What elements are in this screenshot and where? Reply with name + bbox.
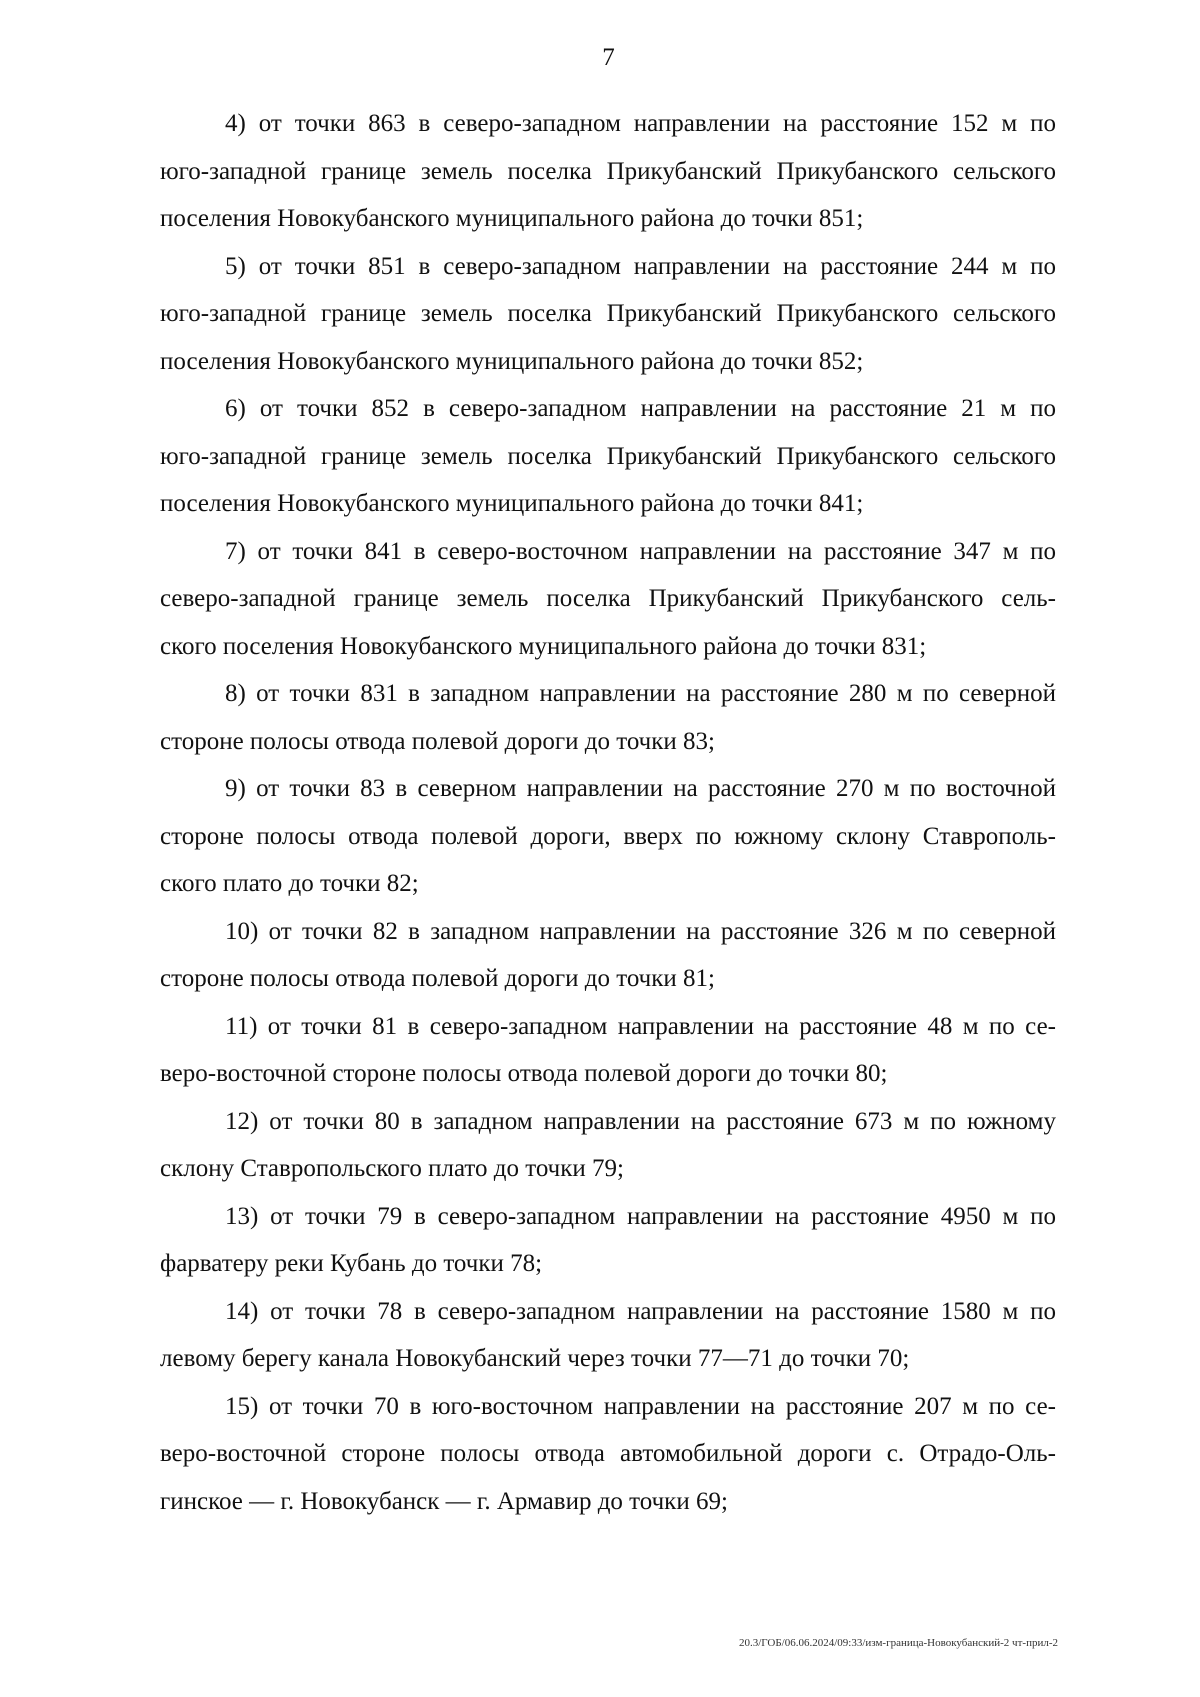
paragraph-line: 14) от точки 78 в северо-западном направлении на расстояние 1580 м по (225, 1297, 1056, 1325)
paragraph (160, 908, 1056, 1003)
paragraph (160, 243, 1056, 386)
paragraph-line: юго-западной границе земель поселка Прикубанский Прикубанского сельского (160, 442, 1056, 470)
paragraph (160, 528, 1056, 671)
paragraph-line: веро-восточной стороне полосы отвода полевой дороги до точки 80; (160, 1060, 888, 1087)
paragraph-line: 15) от точки 70 в юго-восточном направлении на расстояние 207 м по се- (225, 1392, 1056, 1420)
paragraph-line: склону Ставропольского плато до точки 79; (160, 1155, 624, 1182)
paragraph-line: 7) от точки 841 в северо-восточном направлении на расстояние 347 м по (225, 537, 1056, 565)
paragraph (160, 670, 1056, 765)
paragraph (160, 100, 1056, 243)
paragraph-line: фарватеру реки Кубань до точки 78; (160, 1250, 543, 1277)
paragraph (160, 765, 1056, 908)
paragraph-line: 12) от точки 80 в западном направлении на расстояние 673 м по южному (225, 1107, 1056, 1135)
paragraph-line: северо-западной границе земель поселка Прикубанский Прикубанского сель- (160, 585, 1056, 612)
paragraph-line: юго-западной границе земель поселка Прикубанский Прикубанского сельского (160, 157, 1056, 185)
paragraph-line: веро-восточной стороне полосы отвода автомобильной дороги с. Отрадо-Оль- (160, 1440, 1056, 1467)
document-footer-code: 20.3/ГОБ/06.06.2024/09:33/изм-граница-Новокубанский-2 чт-прил-2 (739, 1637, 1058, 1649)
paragraph-line: поселения Новокубанского муниципального района до точки 852; (160, 347, 864, 375)
paragraph-line: гинское — г. Новокубанск — г. Армавир до точки 69; (160, 1487, 728, 1515)
paragraph (160, 1098, 1056, 1193)
paragraph-line: поселения Новокубанского муниципального района до точки 851; (160, 205, 864, 232)
paragraph-line: 6) от точки 852 в северо-западном направлении на расстояние 21 м по (225, 395, 1056, 422)
paragraph-line: 4) от точки 863 в северо-западном направлении на расстояние 152 м по (225, 110, 1056, 137)
paragraph (160, 1288, 1056, 1383)
paragraph-line: 13) от точки 79 в северо-западном направлении на расстояние 4950 м по (225, 1202, 1056, 1230)
paragraph (160, 1003, 1056, 1098)
paragraph-line: стороне полосы отвода полевой дороги до точки 83; (160, 727, 715, 755)
document-body (160, 100, 1056, 1525)
page-number: 7 (602, 44, 615, 71)
paragraph (160, 1383, 1056, 1526)
paragraph-line: стороне полосы отвода полевой дороги до точки 81; (160, 965, 715, 992)
paragraph-line: 11) от точки 81 в северо-западном направлении на расстояние 48 м по се- (225, 1012, 1056, 1040)
paragraph-line: поселения Новокубанского муниципального района до точки 841; (160, 490, 864, 517)
paragraph-line: ского поселения Новокубанского муниципального района до точки 831; (160, 632, 927, 660)
paragraph (160, 385, 1056, 528)
paragraph-line: ского плато до точки 82; (160, 870, 419, 897)
paragraph-line: стороне полосы отвода полевой дороги, вверх по южному склону Ставрополь- (160, 822, 1056, 850)
paragraph-line: 8) от точки 831 в западном направлении на расстояние 280 м по северной (225, 680, 1056, 707)
paragraph-line: 10) от точки 82 в западном направлении на расстояние 326 м по северной (225, 917, 1056, 945)
paragraph-line: левому берегу канала Новокубанский через точки 77—71 до точки 70; (160, 1345, 910, 1372)
paragraph-line: 5) от точки 851 в северо-западном направлении на расстояние 244 м по (225, 252, 1056, 280)
paragraph-line: 9) от точки 83 в северном направлении на расстояние 270 м по восточной (225, 775, 1056, 802)
paragraph (160, 1193, 1056, 1288)
paragraph-line: юго-западной границе земель поселка Прикубанский Прикубанского сельского (160, 300, 1056, 327)
